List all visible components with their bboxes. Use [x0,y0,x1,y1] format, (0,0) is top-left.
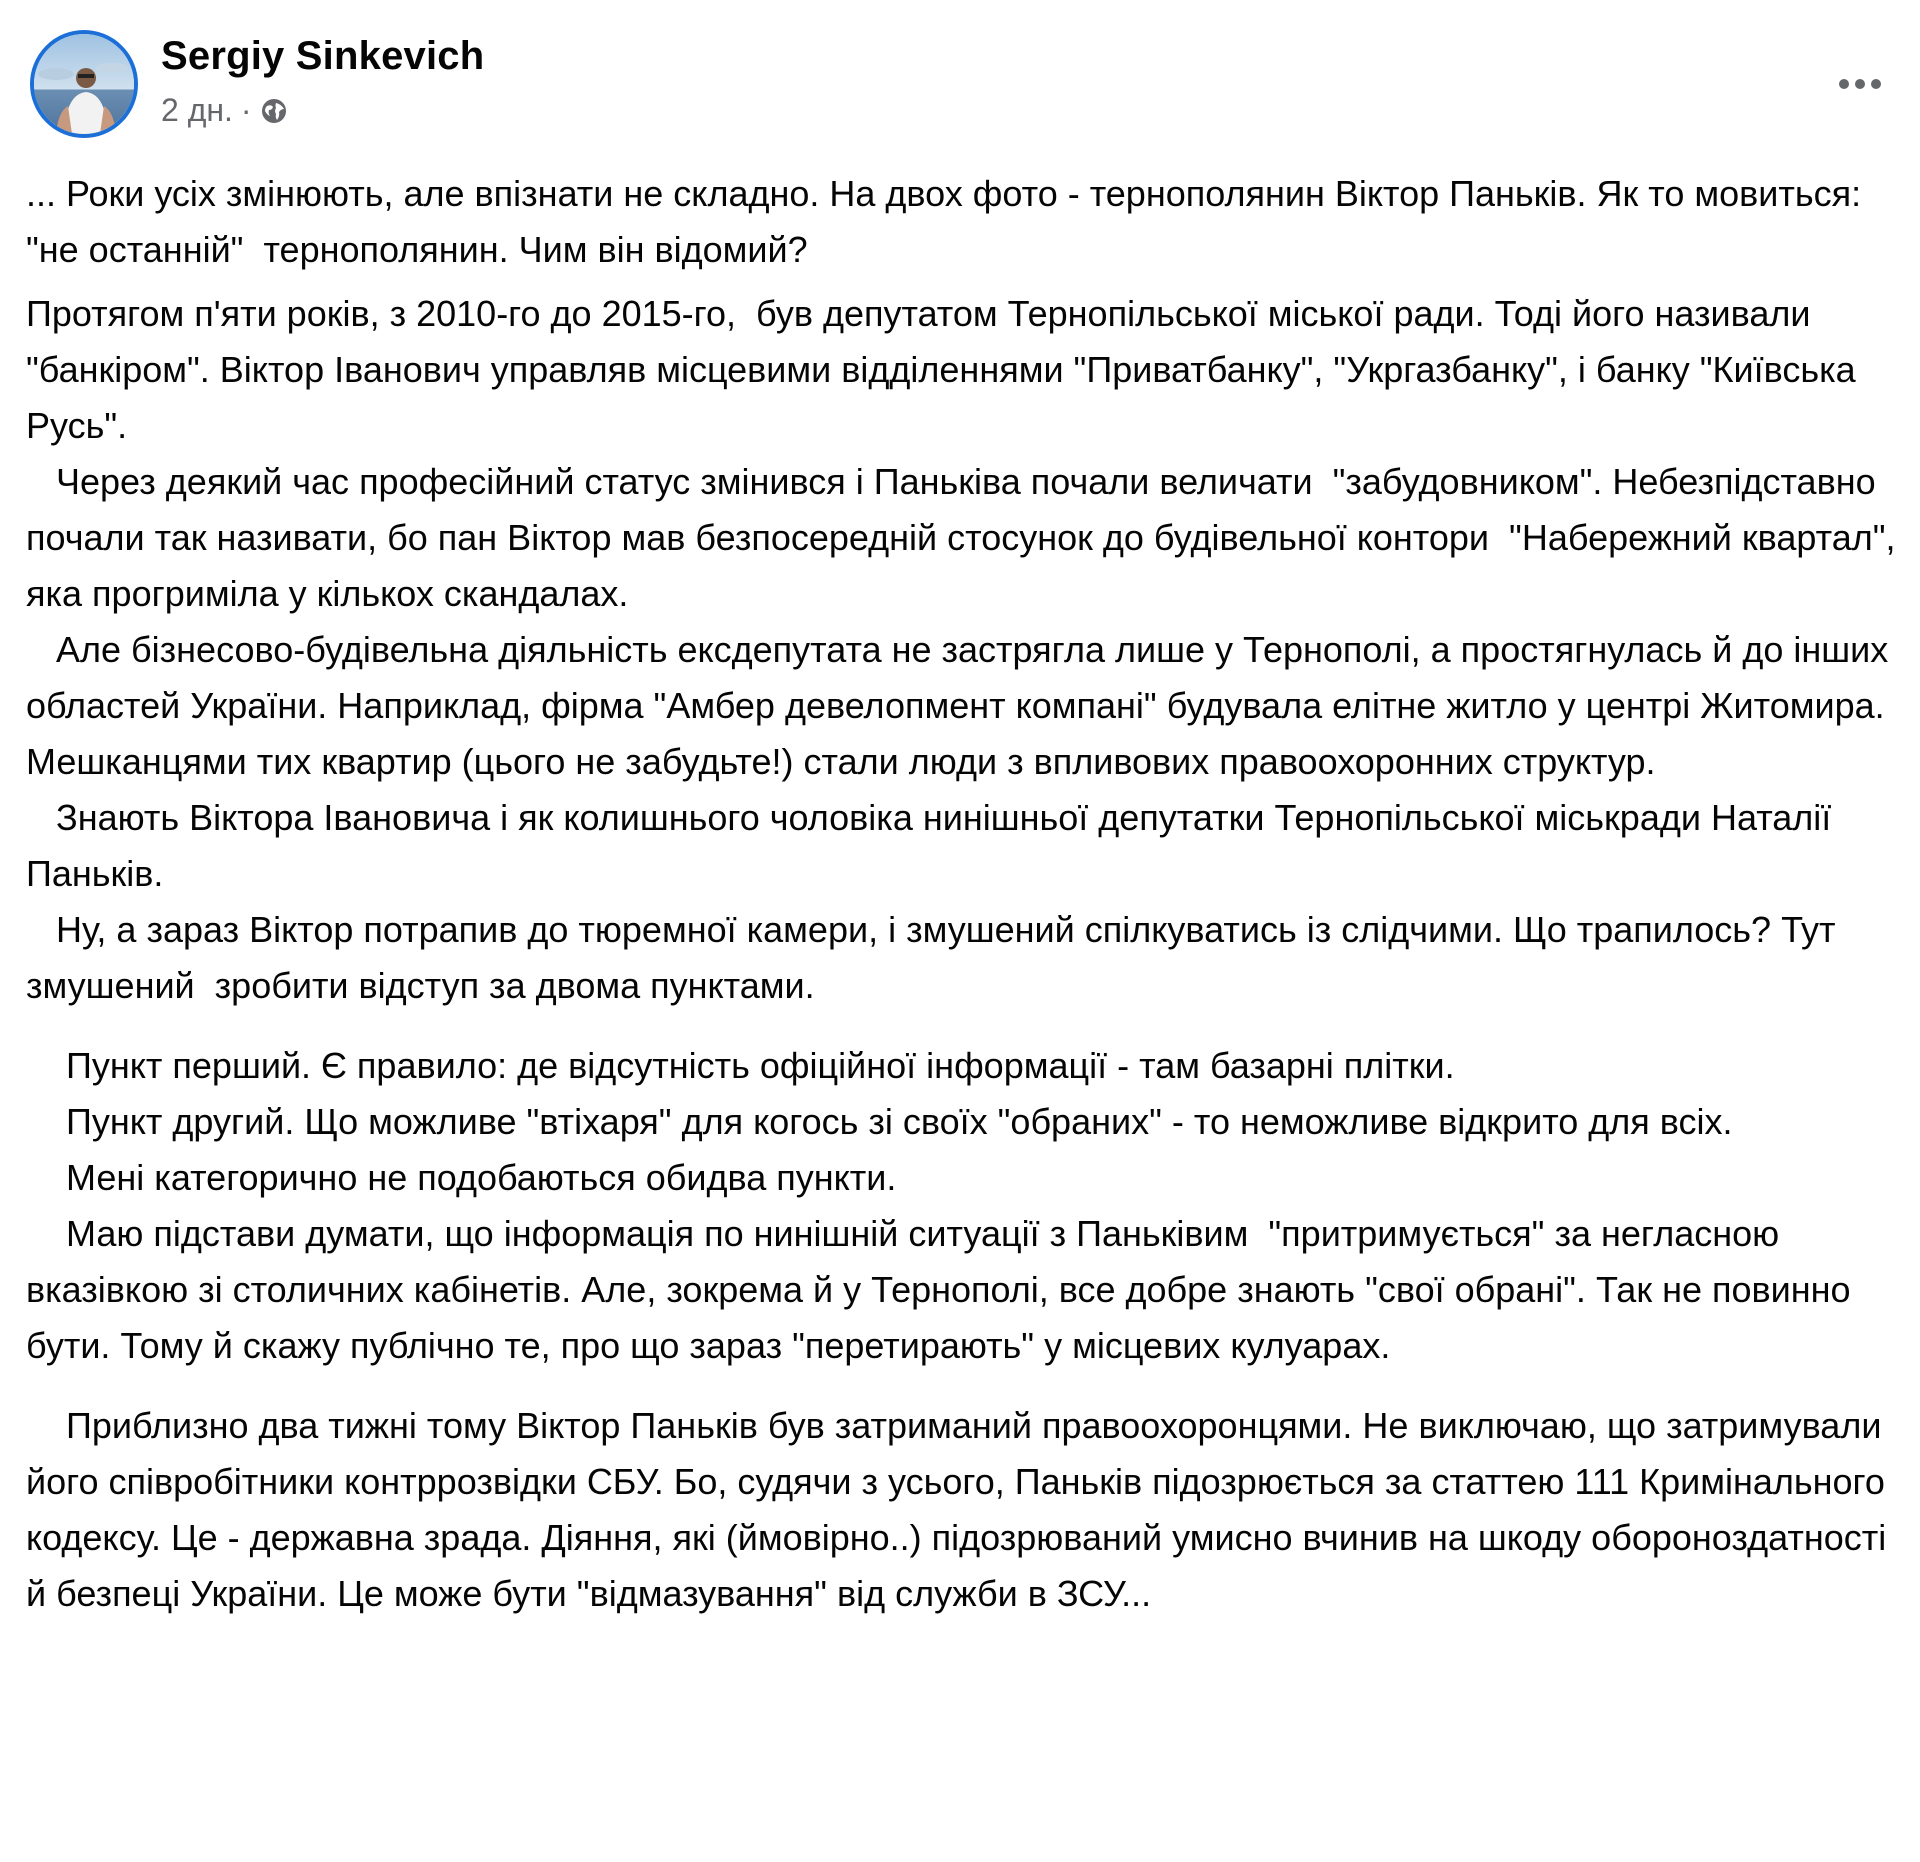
author-name[interactable]: Sergiy Sinkevich [161,34,485,78]
post-paragraph: Знають Віктора Івановича і як колишнього чоловіка нинішньої депутатки Тернопільської міськради Наталії Паньків. [26,797,1842,894]
avatar-photo [34,34,134,134]
post-paragraph: Через деякий час професійний статус змінився і Паньківа почали величати "забудовником". Небезпідставно почали так називати, бо пан Віктор мав безпосередній стосунок до будівельної контори "Набережний квартал", яка прогриміла у кількох скандалах. [26,461,1906,614]
author-avatar[interactable] [30,30,138,138]
meta-separator: · [240,92,252,128]
post-paragraph: Приблизно два тижні тому Віктор Паньків був затриманий правоохоронцями. Не виключаю, що затримували його співробітники контррозвідки СБУ. Бо, судячи з усього, Паньків підозрюється за статтею 111 Кримінального кодексу. Це - державна зрада. Діяння, які (ймовірно..) підозрюваний умисно вчинив на шкоду обороноздатності й безпеці України. Це може бути "відмазування" від служби в ЗСУ... [26,1405,1897,1614]
post-timestamp[interactable]: 2 дн. [161,92,233,128]
post-paragraph: Ну, а зараз Віктор потрапив до тюремної камери, і змушений спілкуватись із слідчими. Що трапилось? Тут змушений зробити відступ за двома пунктами. [26,909,1846,1006]
post-paragraph: Маю підстави думати, що інформація по нинішній ситуації з Паньківим "притримується" за негласною вказівкою зі столичних кабінетів. Але, зокрема й у Тернополі, все добре знають "свої обрані". Так не повинно бути. Тому й скажу публічно те, про що зараз "перетирають" у місцевих кулуарах. [26,1213,1861,1366]
post-paragraph: ... Роки усіх змінюють, але впізнати не складно. На двох фото - тернополянин Віктор Паньків. Як то мовиться: "не останній" тернополянин. Чим він відомий? [26,173,1872,270]
post-paragraph: Але бізнесово-будівельна діяльність ексдепутата не застрягла лише у Тернополі, а простягнулась й до інших областей України. Наприклад, фірма "Амбер девелопмент компані" будувала елітне житло у центрі Житомира. Мешканцями тих квартир (цього не забудьте!) стали люди з впливових правоохоронних структур. [26,629,1899,782]
post-paragraph: Пункт перший. Є правило: де відсутність офіційної інформації - там базарні плітки. [26,1045,1455,1086]
globe-icon[interactable] [258,95,290,127]
more-options-icon [1836,77,1884,91]
more-options-button[interactable] [1828,52,1892,116]
post-header [28,28,1892,144]
post-paragraph: Мені категорично не подобаються обидва пункти. [26,1157,897,1198]
post-paragraph: Пункт другий. Що можливе "втіхаря" для когось зі своїх "обраних" - то неможливе відкрито для всіх. [26,1101,1733,1142]
post-text [26,166,1906,1622]
post-meta [161,92,290,129]
post-paragraph: Протягом п'яти років, з 2010-го до 2015-го, був депутатом Тернопільської міської ради. Тоді його називали "банкіром". Віктор Іванович управляв місцевими відділеннями "Приватбанку", "Укргазбанку", і банку "Київська Русь". [26,293,1866,446]
